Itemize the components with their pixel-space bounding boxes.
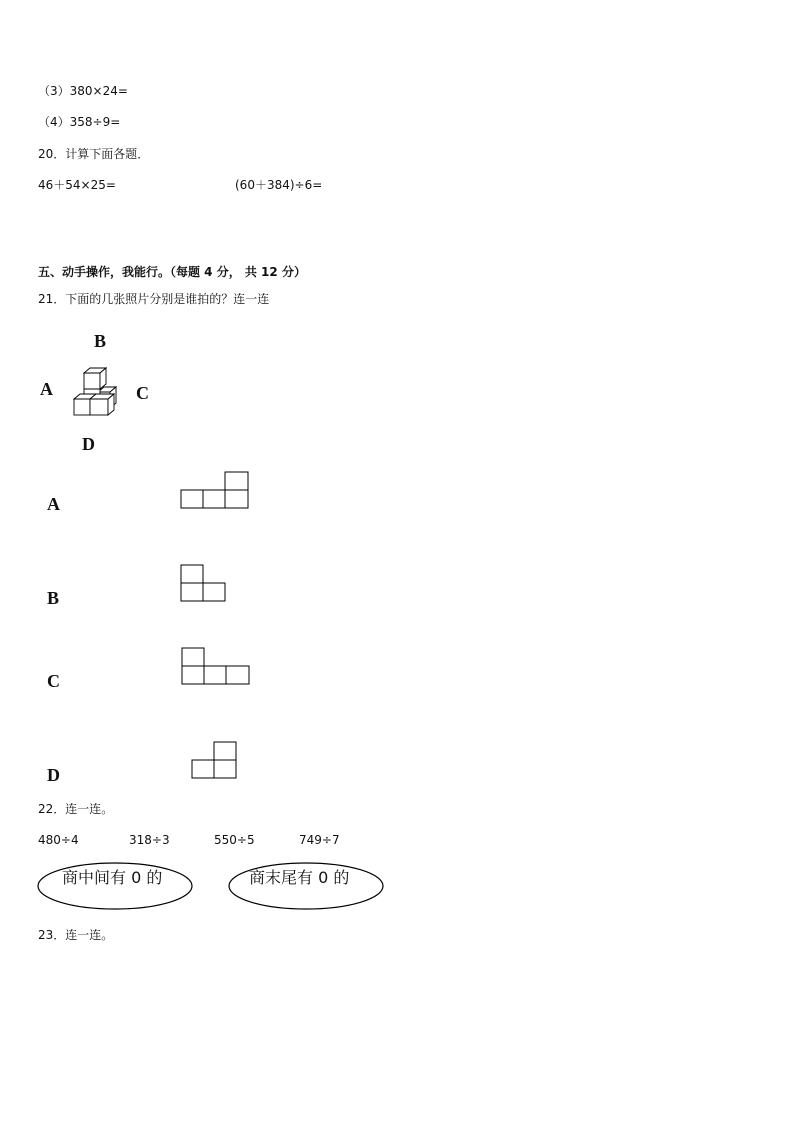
view-label-c: C	[47, 671, 60, 691]
q20-title: 20．计算下面各题．	[38, 147, 150, 161]
cube-label-right: C	[136, 383, 149, 403]
q20-expression-1: 46＋54×25=	[38, 178, 116, 192]
view-label-b: B	[47, 588, 60, 608]
cube-label-top: B	[94, 331, 107, 351]
q22-oval-2-label: 商末尾有 0 的	[249, 868, 350, 887]
view-d-figure	[191, 741, 241, 781]
view-c-figure	[181, 647, 253, 687]
view-a-figure	[180, 471, 250, 511]
cube-label-bottom: D	[82, 434, 95, 454]
q23-title: 23．连一连。	[38, 928, 114, 942]
q22-expression-3: 550÷5	[214, 833, 255, 847]
q22-oval-1-label: 商中间有 0 的	[62, 868, 163, 887]
q22-expression-2: 318÷3	[129, 833, 170, 847]
view-b-figure	[180, 564, 230, 604]
section-5-heading: 五、动手操作，我能行。（每题 4 分， 共 12 分）	[38, 265, 306, 279]
q22-title: 22．连一连。	[38, 802, 114, 816]
q21-title: 21．下面的几张照片分别是谁拍的？连一连	[38, 292, 270, 306]
q19-item-4: （4）358÷9=	[38, 115, 121, 129]
q22-expression-4: 749÷7	[299, 833, 340, 847]
view-label-d: D	[47, 765, 60, 785]
q20-expression-2: (60＋384)÷6=	[235, 178, 323, 192]
cube-label-left: A	[40, 379, 53, 399]
cube-stack-figure	[70, 365, 120, 420]
view-label-a: A	[47, 494, 60, 514]
q22-expression-1: 480÷4	[38, 833, 79, 847]
q19-item-3: （3）380×24=	[38, 84, 128, 98]
